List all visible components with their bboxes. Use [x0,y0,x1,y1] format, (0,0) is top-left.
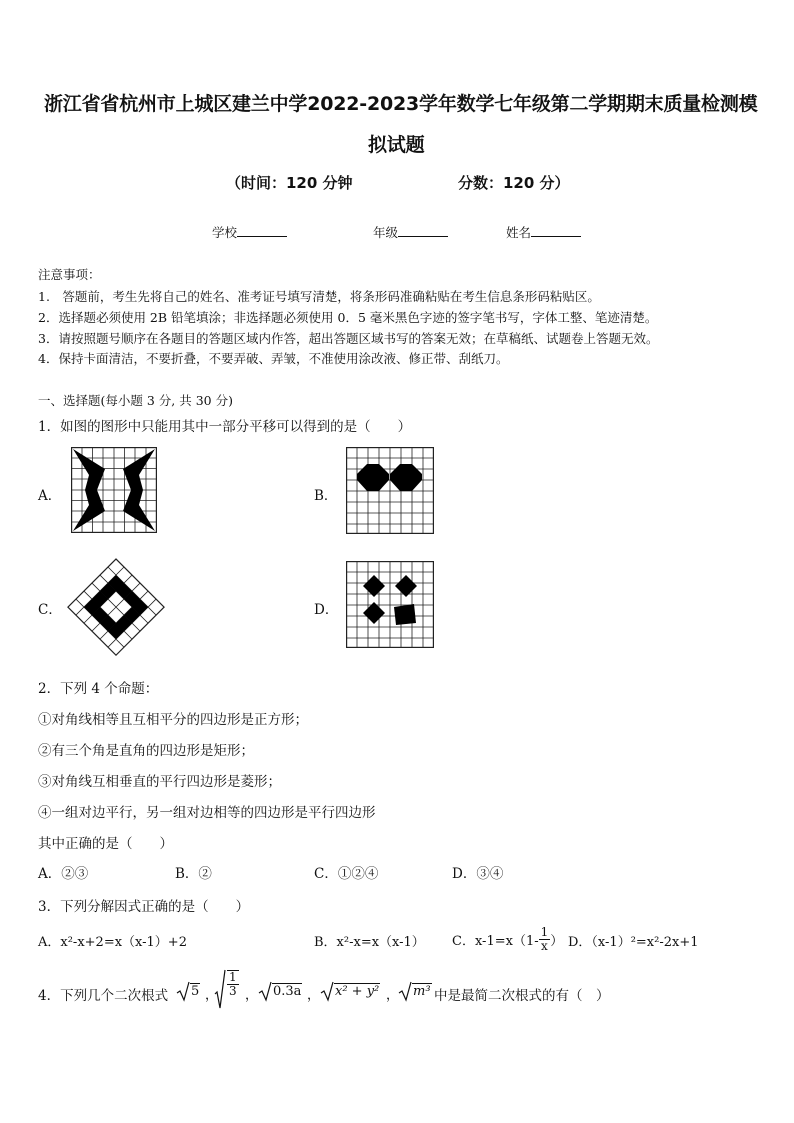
q3-option-d: D．（x-1）²=x²-2x+1 [568,935,699,950]
q2-option-c: C．①②④ [314,866,379,882]
section-heading: 一、选择题(每小题 3 分, 共 30 分) [38,393,233,408]
radical-sign-icon [214,968,226,1010]
comma: ， [386,988,400,1003]
page-title: 浙江省省杭州市上城区建兰中学2022-2023学年数学七年级第二学期期末质量检测模 [44,93,758,115]
q3-c-left: C．x-1=x（1- [452,933,539,949]
question-2-ask: 其中正确的是（ ） [38,836,173,852]
question-2-stem: 2．下列 4 个命题： [38,681,159,697]
fraction-num: 1 [229,970,237,984]
grade-blank [398,224,448,237]
radicand: 5 [191,984,200,999]
option-c-label: C． [38,602,62,618]
radical-sqrt5 [176,980,206,1002]
question-1-stem: 1．如图的图形中只能用其中一部分平移可以得到的是（ ） [38,419,412,435]
option-a-label: A． [38,488,62,504]
shape-octagon-left [357,464,389,491]
exam-time: （时间：120 分钟 [226,174,353,192]
radical-sqrt-one-third [214,968,242,1010]
q2-option-a: A．②③ [38,866,89,882]
figure-d [346,561,434,648]
q2-option-b: B．② [175,866,212,882]
note-item: 4．保持卡面清洁，不要折叠，不要弄破、弄皱，不准使用涂改液、修正带、刮纸刀。 [38,351,509,366]
shape-square [394,604,416,625]
school-label: 学校 [212,225,238,240]
q3-c-den: x [541,938,548,953]
radical-sign-icon [176,980,190,1002]
name-blank [531,224,581,237]
proposition: ③对角线互相垂直的平行四边形是菱形； [38,774,281,790]
radical-sign-icon [258,980,272,1002]
q3-c-right: ） [550,933,564,949]
exam-score: 分数：120 分） [458,174,570,192]
q2-option-d: D．③④ [452,866,504,882]
grade-field [373,223,448,241]
proposition: ②有三个角是直角的四边形是矩形； [38,743,254,759]
figure-b [346,447,434,534]
radical-sqrt-03a [258,980,308,1002]
grade-label: 年级 [373,225,399,240]
note-item: 2．选择题必须使用 2B 铅笔填涂；非选择题必须使用 0．5 毫米黑色字迹的签字笔书写，字体工整、笔迹清楚。 [38,310,658,325]
radicand-fraction [227,970,239,998]
shape-octagon-right [390,464,422,491]
proposition: ④一组对边平行，另一组对边相等的四边形是平行四边形 [38,805,376,821]
q3-c-fraction [539,926,551,953]
radical-sqrt-m3 [398,980,432,1002]
proposition: ①对角线相等且互相平分的四边形是正方形； [38,712,308,728]
radicand: m³ [413,984,431,999]
school-blank [237,224,287,237]
note-item: 3．请按照题号顺序在各题目的答题区域内作答，超出答题区域书写的答案无效；在草稿纸、试题卷上答题无效。 [38,331,659,346]
radicand: x² + y² [335,984,380,999]
school-field [212,223,287,241]
page-title-cont: 拟试题 [368,134,425,156]
question-3-stem: 3．下列分解因式正确的是（ ） [38,899,250,915]
q3-option-b: B．x²-x=x（x-1） [314,935,425,950]
comma: ， [245,988,259,1003]
figure-c [66,557,166,657]
question-4-tail: 中是最简二次根式的有（ ） [434,988,610,1004]
option-d-label: D． [314,602,339,618]
radical-sign-icon [398,980,412,1002]
notes-heading: 注意事项： [38,267,101,282]
note-item: 1. 答题前，考生先将自己的姓名、准考证号填写清楚，将条形码准确粘贴在考生信息条形码粘贴区。 [38,289,600,304]
name-label: 姓名 [506,225,532,240]
comma: ， [307,988,321,1003]
radical-sqrt-x2y2 [320,980,388,1002]
question-4-stem: 4．下列几个二次根式 [38,988,169,1004]
q3-option-a: A．x²-x+2=x（x-1）+2 [38,935,187,950]
radical-sign-icon [320,980,334,1002]
fraction-den: 3 [229,984,237,998]
option-b-label: B． [314,488,338,504]
radicand: 0.3a [273,984,302,999]
comma: ， [205,988,219,1003]
figure-a [71,447,157,533]
q3-c-num: 1 [540,924,549,939]
q3-option-c [452,921,563,957]
name-field [506,223,581,241]
